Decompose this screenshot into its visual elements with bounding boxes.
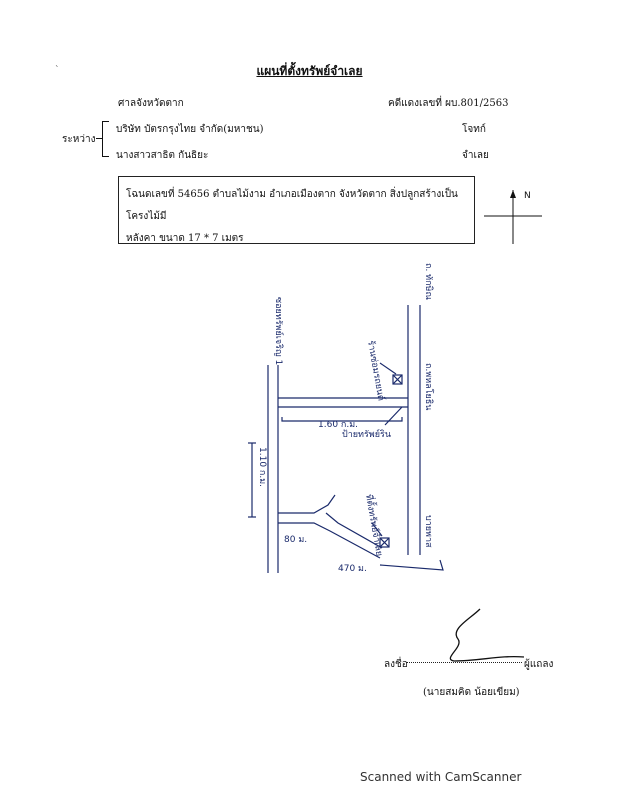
road-right-bottom-label: บายพาส <box>423 515 433 548</box>
defendant-role: จำเลย <box>462 150 489 161</box>
property-description <box>126 184 471 250</box>
landmark-top-label: ร้านซ่อมรถยนต์ <box>365 339 386 402</box>
document-title: แผนที่ตั้งทรัพย์จำเลย <box>256 64 363 78</box>
plaintiff-name: บริษัท บัตรกรุงไทย จำกัด(มหาชน) <box>116 124 264 135</box>
landmark-mid-arrow <box>385 407 402 425</box>
road-top-right-label: ถ. ทักษิณ <box>423 263 433 300</box>
party-brace <box>102 121 109 157</box>
stray-mark: ` <box>55 66 60 76</box>
landmark-top-arrow <box>380 363 396 374</box>
bottom-distance-line <box>380 560 443 570</box>
road-left-label: ซอยทรัพย์เจริญ 1 <box>273 297 283 366</box>
signer-printed-name: (นายสมคิด น้อยเขียม) <box>423 687 520 698</box>
sign-label: ลงชื่อ <box>384 659 408 670</box>
distance-bottom-label: 470 ม. <box>338 564 367 574</box>
road-right-label: ถ.พหลโยธิน <box>423 363 433 411</box>
distance-vertical-label: 1.10 ก.ม. <box>257 447 267 488</box>
landmark-bottom-label: ที่ตั้งทรัพย์จำเลย <box>363 493 384 557</box>
location-map <box>230 255 460 595</box>
distance-branch-label: 80 ม. <box>284 535 308 545</box>
between-label: ระหว่าง <box>62 134 96 145</box>
signature-line <box>406 662 522 663</box>
branch-top-edge <box>278 495 335 513</box>
scanner-watermark: Scanned with CamScanner <box>360 770 522 784</box>
court-name: ศาลจังหวัดตาก <box>118 98 184 109</box>
north-label: N <box>524 191 531 201</box>
party-brace-tick <box>96 138 102 139</box>
landmark-mid-label: ป้ายทรัพย์ริน <box>342 430 391 440</box>
case-number: คดีแดงเลขที่ ผบ.801/2563 <box>388 98 509 109</box>
property-line-1: โฉนดเลขที่ 54656 ตำบลไม้งาม อำเภอเมืองตาก จังหวัดตาก สิ่งปลูกสร้างเป็นโครงไม้มี <box>126 189 458 222</box>
distance-horizontal-label: 1.60 ก.ม. <box>318 420 359 430</box>
property-line-2: หลังคา ขนาด 17 * 7 เมตร <box>126 233 244 244</box>
defendant-name: นางสาวสาธิต กันธิยะ <box>116 150 209 161</box>
signer-role: ผู้แถลง <box>524 659 554 670</box>
signature-scribble <box>420 605 530 665</box>
plaintiff-role: โจทก์ <box>462 124 486 135</box>
north-compass-icon <box>484 188 542 246</box>
